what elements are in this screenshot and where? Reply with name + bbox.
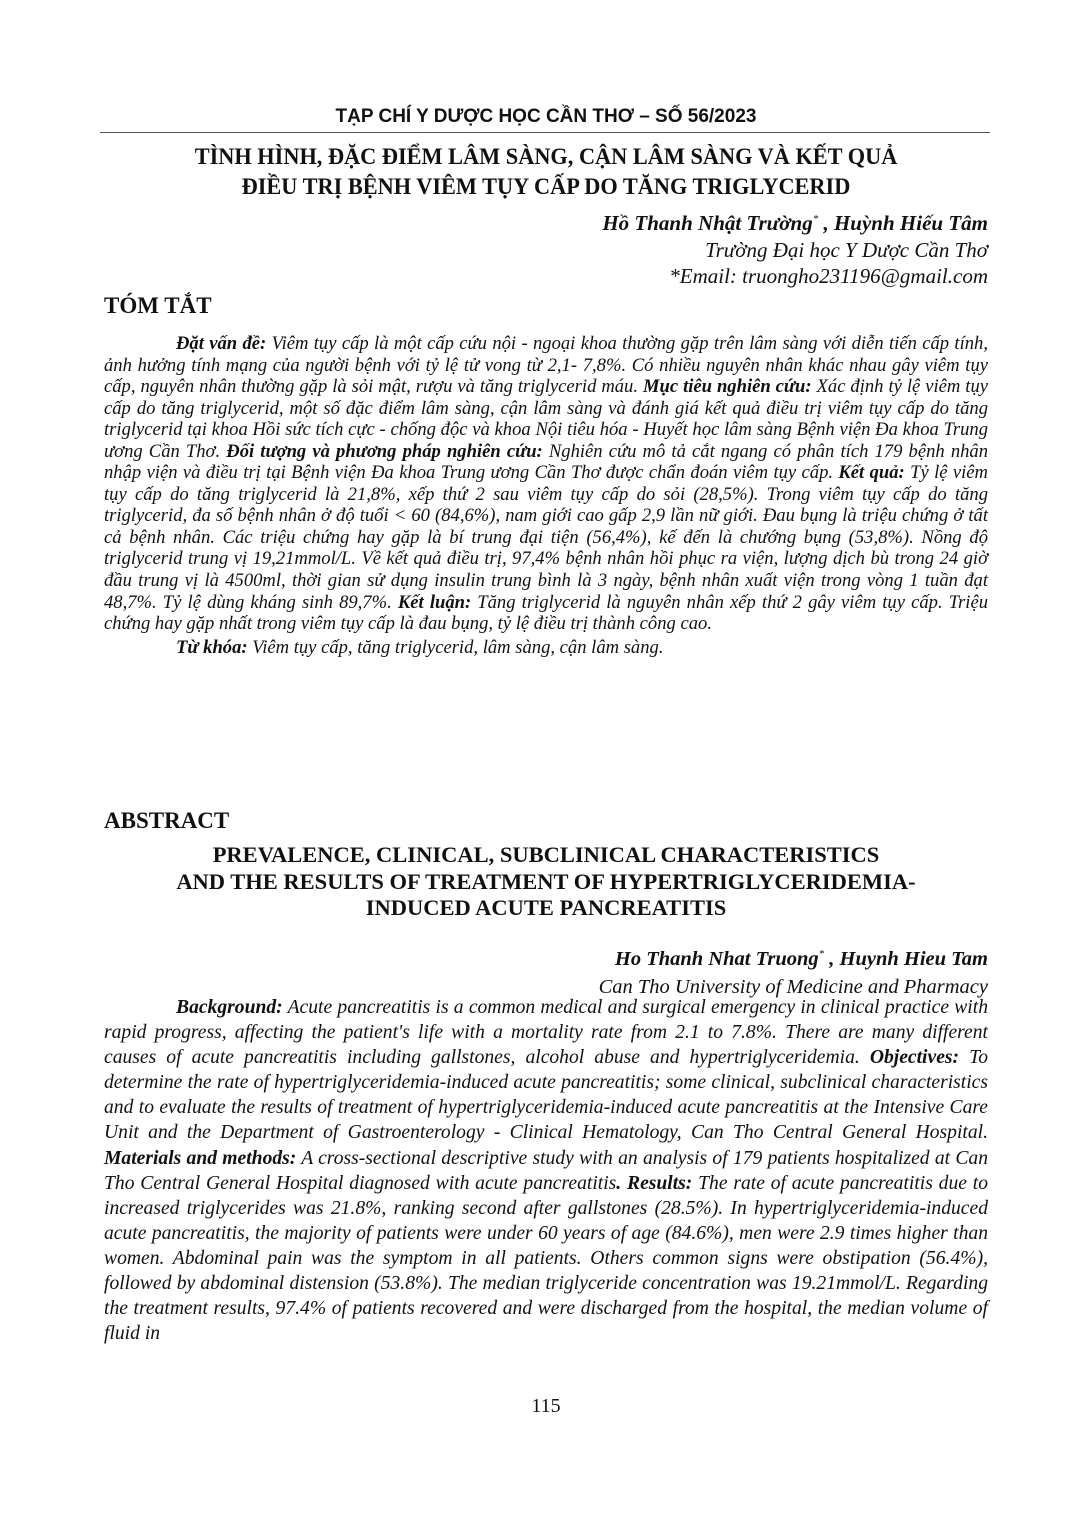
text-objectives: Xác định tỷ lệ viêm tụy cấp do tăng triglycerid, một số đặc điểm lâm sàng, cận lâm sàng và đánh giá kết quả điều trị viêm tụy cấp do tăng triglycerid tại khoa Hồi sức tích cực - chống độc và khoa Nội tiêu hóa - Huyết học lâm sàng Bệnh viện Đa khoa Trung ương Cần Thơ. <box>104 376 988 462</box>
label-objectives: Mục tiêu nghiên cứu: <box>642 376 812 398</box>
corresponding-mark: * <box>812 213 819 225</box>
authors-vi <box>602 206 988 290</box>
article-title-en <box>104 842 988 922</box>
running-head: TẠP CHÍ Y DƯỢC HỌC CẦN THƠ – SỐ 56/2023 <box>335 106 757 127</box>
abstract-en <box>104 995 988 1346</box>
title-line: INDUCED ACUTE PANCREATITIS <box>365 895 727 920</box>
label-keywords: Từ khóa: <box>176 636 248 658</box>
header-rule <box>100 132 990 133</box>
text-keywords: Viêm tụy cấp, tăng triglycerid, lâm sàng, cận lâm sàng. <box>247 636 664 658</box>
text-background: Acute pancreatitis is a common medical and surgical emergency in clinical practice with rapid progress, affecting the patient's life with a mortality rate from 2.1 to 7.8%. There are many different causes of acute pancreatitis including gallstones, alcohol abuse and hypertriglyceridemia. <box>104 997 988 1069</box>
page-number: 115 <box>531 1395 561 1417</box>
author-name: Huynh Hieu Tam <box>839 948 988 970</box>
title-line: ĐIỀU TRỊ BỆNH VIÊM TỤY CẤP DO TĂNG TRIGLYCERID <box>241 174 851 199</box>
label-results: Kết quả: <box>838 462 905 484</box>
affiliation: Trường Đại học Y Dược Cần Thơ <box>705 237 988 262</box>
label-background: Đặt vấn đề: <box>176 333 267 354</box>
article-title-vi <box>117 142 974 202</box>
abstract-vi <box>104 333 988 658</box>
affiliation: Can Tho University of Medicine and Pharmacy <box>598 976 988 998</box>
author-separator: , <box>824 948 840 970</box>
text-results: Tỷ lệ viêm tụy cấp do tăng triglycerid là 21,8%, xếp thứ 2 sau viêm tụy cấp do sỏi (28,5%). Trong viêm tụy cấp do tăng triglycerid, đa số bệnh nhân ở độ tuổi < 60 (84,6%), nam giới cao gấp 2,9 lần nữ giới. Đau bụng là triệu chứng ở tất cả bệnh nhân. Các triệu chứng hay gặp là bí trung đại tiện (56,4%), kế đến là chướng bụng (53,8%). Nồng độ triglycerid trung vị 19,21mmol/L. Về kết quả điều trị, 97,4% bệnh nhân hồi phục ra viện, lượng dịch bù trong 24 giờ đầu trung vị là 4500ml, thời gian sử dụng insulin trung bình là 3 ngày, bệnh nhân xuất viện trong vòng 1 tuần đạt 48,7%. Tỷ lệ dùng kháng sinh 89,7%. <box>104 462 988 613</box>
text-objectives: To determine the rate of hypertriglyceridemia-induced acute pancreatitis; some clinical, subclinical characteristics and to evaluate the results of treatment of hypertriglyceridemia-induced acute pancreatitis at the Intensive Care Unit and the Department of Gastroenterology - Clinical Hematology, Can Tho Central General Hospital. <box>104 1047 988 1144</box>
label-background: Background: <box>176 997 283 1018</box>
author-name: Huỳnh Hiếu Tâm <box>833 211 988 235</box>
label-methods: Đối tượng và phương pháp nghiên cứu: <box>226 440 543 462</box>
email: *Email: truongho231196@gmail.com <box>669 264 988 288</box>
label-objectives: Objectives: <box>869 1047 960 1069</box>
label-methods: Materials and methods: <box>104 1147 297 1169</box>
text-methods: A cross-sectional descriptive study with an analysis of 179 patients hospitalized at Can Tho Central General Hospital diagnosed with acute pancreatitis <box>104 1147 988 1194</box>
author-separator: , <box>818 211 834 235</box>
author-names <box>599 940 988 973</box>
title-line: AND THE RESULTS OF TREATMENT OF HYPERTRIGLYCERIDEMIA- <box>176 868 916 894</box>
author-name: Hồ Thanh Nhật Trường <box>602 211 813 235</box>
section-heading-tom-tat: TÓM TẮT <box>104 293 212 318</box>
methods-period: . <box>616 1172 622 1194</box>
abstract-paragraph <box>104 333 988 635</box>
keywords <box>104 637 988 659</box>
text-results: The rate of acute pancreatitis due to increased triglycerides was 21.8%, ranking second after gallstones (28.5%). In hypertriglyceridemia-induced acute pancreatitis, the majority of patients were under 60 years of age (84.6%), men were 2.9 times higher than women. Abdominal pain was the symptom in all patients. Others common signs were obstipation (56.4%), followed by abdominal distension (53.8%). The median triglyceride concentration was 19.21mmol/L. Regarding the treatment results, 97.4% of patients recovered and were discharged from the hospital, the median volume of fluid in <box>104 1172 988 1345</box>
abstract-paragraph <box>104 995 988 1346</box>
author-name: Ho Thanh Nhat Truong <box>614 948 819 970</box>
authors-en <box>599 940 988 1001</box>
text-conclusion: Tăng triglycerid là nguyên nhân xếp thứ 2 gây viêm tụy cấp. Triệu chứng hay gặp nhất trong viêm tụy cấp là đau bụng, tỷ lệ điều trị thành công cao. <box>104 591 989 635</box>
text-background: Viêm tụy cấp là một cấp cứu nội - ngoại khoa thường gặp trên lâm sàng với diễn tiến cấp tính, ảnh hưởng tính mạng của người bệnh với tỷ lệ tử vong từ 2,1- 7,8%. Có nhiều nguyên nhân khác nhau gây viêm tụy cấp, nguyên nhân thường gặp là sỏi mật, rượu và tăng triglycerid máu. <box>104 333 988 398</box>
section-heading-abstract: ABSTRACT <box>104 808 230 833</box>
title-line: PREVALENCE, CLINICAL, SUBCLINICAL CHARACTERISTICS <box>212 842 880 867</box>
label-results: Results: <box>621 1172 693 1194</box>
text-methods: Nghiên cứu mô tả cắt ngang có phân tích 179 bệnh nhân nhập viện và điều trị tại Bệnh viện Đa khoa Trung ương Cần Thơ được chẩn đoán viêm tụy cấp. <box>104 440 989 484</box>
corresponding-mark: * <box>818 948 825 960</box>
author-names <box>602 206 988 237</box>
title-line: TÌNH HÌNH, ĐẶC ĐIỂM LÂM SÀNG, CẬN LÂM SÀNG VÀ KẾT QUẢ <box>194 144 898 169</box>
label-conclusion: Kết luận: <box>397 591 472 613</box>
